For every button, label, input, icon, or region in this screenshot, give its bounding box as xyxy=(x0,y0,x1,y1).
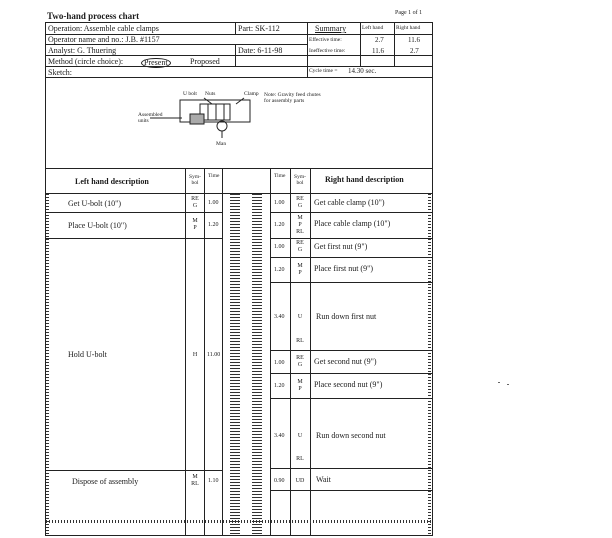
right-row-1-desc: Get cable clamp (10") xyxy=(314,198,385,207)
ineffective-time-right: 2.7 xyxy=(410,47,419,55)
left-symbol-header: Sym-bol xyxy=(189,174,201,186)
sketch-man-label: Man xyxy=(216,141,227,147)
left-row-4-desc: Dispose of assembly xyxy=(72,477,139,486)
right-row-4-desc: Place first nut (9") xyxy=(314,264,374,273)
sketch-nuts-label: Nuts xyxy=(205,91,216,97)
operator-field: Operator name and no.: J.B. #1157 xyxy=(48,35,160,44)
left-row-3-sym: H xyxy=(192,352,198,358)
sketch-ubolt-label: U bolt xyxy=(183,91,197,97)
right-row-7-time: 1.20 xyxy=(274,383,285,389)
right-margin-ticks xyxy=(428,194,431,534)
right-row-1-sym-b: G xyxy=(297,203,303,209)
right-row-5-desc: Run down first nut xyxy=(316,312,377,321)
right-time-header: Time xyxy=(274,173,286,179)
summary-right-hand-header: Right hand xyxy=(396,25,421,31)
right-row-5-sym-b: RL xyxy=(296,338,304,344)
cycle-time-value: 14.30 sec. xyxy=(348,67,377,75)
right-row-1-time: 1.00 xyxy=(274,200,285,206)
left-row-3-desc: Hold U-bolt xyxy=(68,350,107,359)
method-label: Method (circle choice): xyxy=(48,57,124,66)
right-row-9-sym: UD xyxy=(295,478,305,484)
right-row-7-sym-b: P xyxy=(298,386,302,392)
left-row-2-sym-b: P xyxy=(193,225,197,231)
right-row-4-sym-a: M xyxy=(297,263,303,269)
right-row-1-sym-a: RE xyxy=(296,196,304,202)
left-row-2-desc: Place U-bolt (10") xyxy=(68,221,127,230)
right-row-6-desc: Get second nut (9") xyxy=(314,357,377,366)
date-field: Date: 6-11-98 xyxy=(238,46,283,55)
right-row-8-sym-a: U xyxy=(297,433,303,439)
right-symbol-header: Sym-bol xyxy=(294,174,306,186)
speck xyxy=(498,382,500,383)
left-row-4-sym-a: M xyxy=(192,474,198,480)
left-hand-description-header: Left hand description xyxy=(75,177,149,186)
right-row-4-sym-b: P xyxy=(298,270,302,276)
right-row-5-sym-a: U xyxy=(297,314,303,320)
effective-time-label: Effective time: xyxy=(309,37,342,43)
right-row-2-desc: Place cable clamp (10") xyxy=(314,219,391,228)
right-row-5-time: 3.40 xyxy=(274,314,285,320)
operation-field: Operation: Assemble cable clamps xyxy=(48,24,159,33)
right-row-2-sym-a: M xyxy=(297,215,303,221)
right-row-8-desc: Run down second nut xyxy=(316,431,386,440)
effective-time-left: 2.7 xyxy=(375,36,384,44)
right-row-8-sym-b: RL xyxy=(296,456,304,462)
bottom-ticks xyxy=(46,520,431,523)
page-number: Page 1 of 1 xyxy=(395,10,423,16)
analyst-field: Analyst: G. Thuering xyxy=(48,46,117,55)
sketch-assembled-label: Assembled units xyxy=(138,112,163,124)
speck xyxy=(507,384,509,385)
method-proposed: Proposed xyxy=(190,57,220,66)
sketch-clamp-label: Clamp xyxy=(244,91,259,97)
right-row-7-desc: Place second nut (9") xyxy=(314,380,383,389)
left-row-1-desc: Get U-bolt (10") xyxy=(68,199,122,208)
right-row-8-time: 3.40 xyxy=(274,433,285,439)
summary-left-hand-header: Left hand xyxy=(362,25,384,31)
method-present-circled: Present xyxy=(141,58,171,68)
right-row-3-time: 1.00 xyxy=(274,244,285,250)
sketch-note: Note: Gravity feed chutes for assembly parts xyxy=(264,92,321,104)
right-row-2-sym-b: P xyxy=(298,222,302,228)
right-row-6-sym-b: G xyxy=(297,362,303,368)
right-row-9-desc: Wait xyxy=(316,475,331,484)
left-row-1-sym-a: RE xyxy=(191,196,199,202)
left-time-scale xyxy=(230,194,240,534)
left-row-1-time: 1.00 xyxy=(208,200,219,206)
right-row-2-time: 1.20 xyxy=(274,222,285,228)
right-row-9-time: 0.90 xyxy=(274,478,285,484)
right-row-4-time: 1.20 xyxy=(274,267,285,273)
left-row-4-sym-b: RL xyxy=(191,481,199,487)
effective-time-right: 11.6 xyxy=(408,36,420,44)
right-row-3-desc: Get first nut (9") xyxy=(314,242,368,251)
left-row-2-time: 1.20 xyxy=(208,222,219,228)
right-row-7-sym-a: M xyxy=(297,379,303,385)
chart-title: Two-hand process chart xyxy=(47,11,140,21)
cycle-time-label: Cycle time = xyxy=(309,68,338,74)
right-hand-description-header: Right hand description xyxy=(325,175,404,184)
left-row-1-sym-b: G xyxy=(192,203,198,209)
right-row-2-sym-c: RL xyxy=(296,229,304,235)
sketch-label: Sketch: xyxy=(48,68,72,77)
left-time-header: Time xyxy=(208,173,220,179)
summary-title: Summary xyxy=(315,24,347,33)
right-row-3-sym-b: G xyxy=(297,247,303,253)
right-row-3-sym-a: RE xyxy=(296,240,304,246)
left-row-2-sym-a: M xyxy=(192,218,198,224)
right-row-6-sym-a: RE xyxy=(296,355,304,361)
left-row-3-time: 11.00 xyxy=(207,352,221,358)
left-margin-ticks xyxy=(46,194,49,534)
right-time-scale xyxy=(252,194,262,534)
ineffective-time-label: Ineffective time: xyxy=(309,48,346,54)
right-row-6-time: 1.00 xyxy=(274,360,285,366)
left-row-4-time: 1.10 xyxy=(208,478,219,484)
ineffective-time-left: 11.6 xyxy=(372,47,384,55)
part-field: Part: SK-112 xyxy=(238,24,280,33)
